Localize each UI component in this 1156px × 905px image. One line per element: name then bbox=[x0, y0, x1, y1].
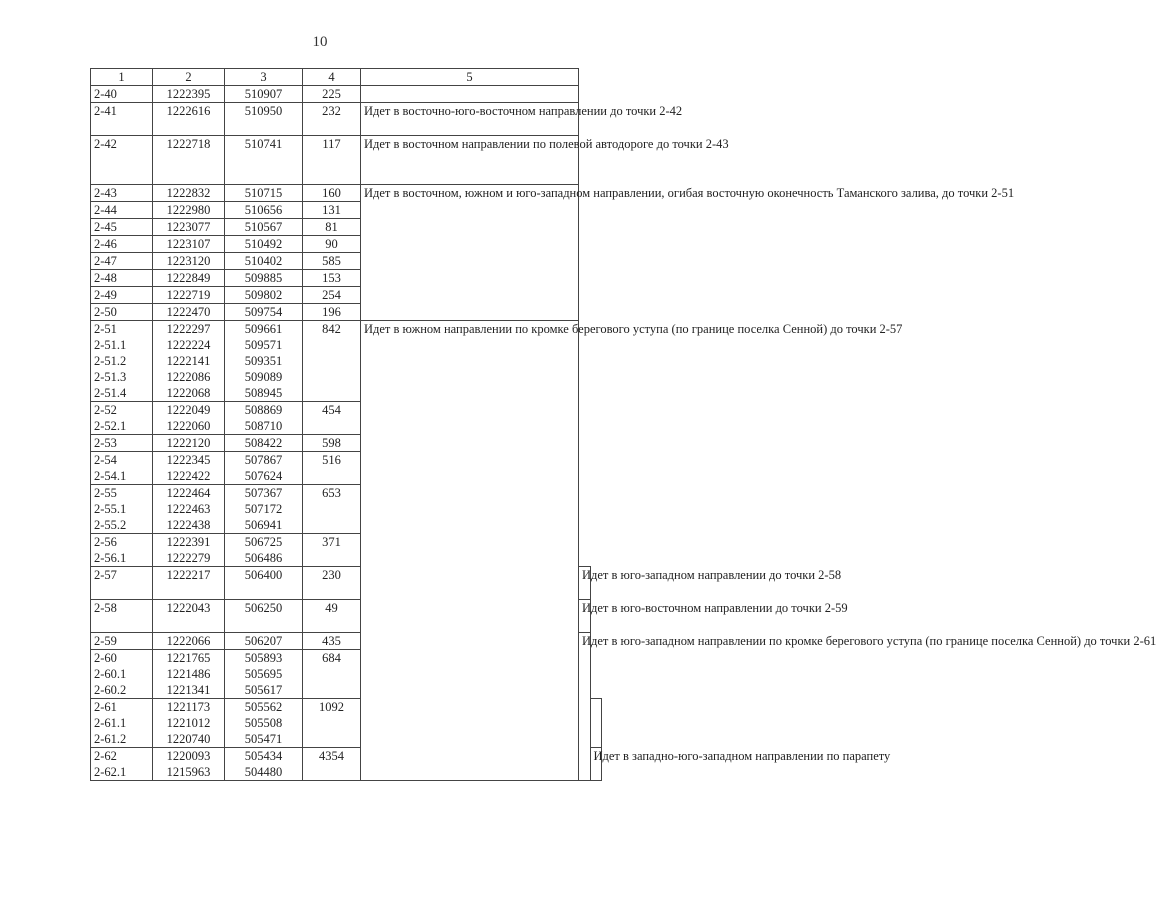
point-id-cell-value bbox=[94, 152, 149, 168]
x-coord-cell bbox=[153, 650, 225, 699]
y-coord-cell-value: 506941 bbox=[244, 518, 283, 532]
y-coord-cell-value: 505893 bbox=[244, 651, 283, 665]
point-id-cell-value: 2-62 bbox=[94, 749, 117, 763]
point-id-cell-value: 2-51.4 bbox=[94, 386, 127, 400]
point-id-cell-value: 2-61.2 bbox=[94, 732, 127, 746]
y-coord-cell-value: 508945 bbox=[244, 386, 283, 400]
point-id-cell-value: 2-41 bbox=[94, 104, 117, 118]
distance-cell: 232 bbox=[303, 103, 361, 136]
distance-cell: 196 bbox=[303, 304, 361, 321]
point-id-cell bbox=[91, 253, 153, 270]
x-coord-cell-value: 1222060 bbox=[166, 419, 211, 433]
table-row bbox=[91, 185, 602, 202]
point-id-cell bbox=[91, 567, 153, 600]
distance-cell: 454 bbox=[303, 402, 361, 435]
y-coord-cell-value: 509754 bbox=[244, 305, 283, 319]
distance-cell: 585 bbox=[303, 253, 361, 270]
distance-cell: 81 bbox=[303, 219, 361, 236]
description-cell: Идет в юго-восточном направлении до точки 2-59 bbox=[579, 600, 591, 633]
x-coord-cell-value: 1222043 bbox=[166, 601, 211, 615]
point-id-cell-value: 2-56 bbox=[94, 535, 117, 549]
point-id-cell-value: 2-45 bbox=[94, 220, 117, 234]
x-coord-cell-value: 1222141 bbox=[166, 354, 211, 368]
x-coord-cell bbox=[153, 534, 225, 567]
x-coord-cell bbox=[153, 435, 225, 452]
header-col-3: 3 bbox=[225, 69, 303, 86]
x-coord-cell-value bbox=[156, 152, 221, 168]
description-cell bbox=[361, 86, 579, 103]
y-coord-cell bbox=[225, 402, 303, 435]
x-coord-cell-value: 1222279 bbox=[166, 551, 211, 565]
x-coord-cell-value: 1222463 bbox=[166, 502, 211, 516]
table-header-row bbox=[91, 69, 602, 86]
y-coord-cell-value: 507867 bbox=[244, 453, 283, 467]
y-coord-cell-value: 506400 bbox=[244, 568, 283, 582]
y-coord-cell-value bbox=[228, 168, 299, 184]
point-id-cell bbox=[91, 136, 153, 185]
x-coord-cell-value: 1222217 bbox=[166, 568, 211, 582]
x-coord-cell-value: 1222395 bbox=[166, 87, 211, 101]
y-coord-cell-value: 505434 bbox=[244, 749, 283, 763]
table-row bbox=[91, 103, 602, 136]
x-coord-cell-value: 1220093 bbox=[166, 749, 211, 763]
y-coord-cell bbox=[225, 103, 303, 136]
y-coord-cell-value: 508710 bbox=[244, 419, 283, 433]
y-coord-cell-value: 505617 bbox=[244, 683, 283, 697]
x-coord-cell-value: 1222120 bbox=[166, 436, 211, 450]
x-coord-cell-value: 1223120 bbox=[166, 254, 211, 268]
point-id-cell-value: 2-55 bbox=[94, 486, 117, 500]
point-id-cell-value: 2-57 bbox=[94, 568, 117, 582]
y-coord-cell bbox=[225, 699, 303, 748]
point-id-cell bbox=[91, 435, 153, 452]
description-cell: Идет в восточно-юго-восточном направлении до точки 2-42 bbox=[361, 103, 579, 136]
y-coord-cell bbox=[225, 253, 303, 270]
x-coord-cell-value: 1222086 bbox=[166, 370, 211, 384]
point-id-cell bbox=[91, 534, 153, 567]
x-coord-cell bbox=[153, 633, 225, 650]
x-coord-cell-value: 1221486 bbox=[166, 667, 211, 681]
y-coord-cell-value bbox=[228, 583, 299, 599]
y-coord-cell bbox=[225, 633, 303, 650]
point-id-cell-value bbox=[94, 168, 149, 184]
x-coord-cell-value: 1221765 bbox=[166, 651, 211, 665]
y-coord-cell-value bbox=[228, 616, 299, 632]
distance-cell: 684 bbox=[303, 650, 361, 699]
y-coord-cell-value: 510492 bbox=[244, 237, 283, 251]
distance-cell: 435 bbox=[303, 633, 361, 650]
y-coord-cell-value bbox=[228, 152, 299, 168]
point-id-cell-value: 2-51.2 bbox=[94, 354, 127, 368]
distance-cell: 90 bbox=[303, 236, 361, 253]
x-coord-cell-value: 1222832 bbox=[166, 186, 211, 200]
point-id-cell-value: 2-51 bbox=[94, 322, 117, 336]
point-id-cell-value: 2-53 bbox=[94, 436, 117, 450]
x-coord-cell-value bbox=[156, 583, 221, 599]
page-number: 10 bbox=[312, 34, 328, 50]
point-id-cell-value: 2-59 bbox=[94, 634, 117, 648]
point-id-cell-value: 2-40 bbox=[94, 87, 117, 101]
x-coord-cell-value: 1222470 bbox=[166, 305, 211, 319]
point-id-cell bbox=[91, 633, 153, 650]
point-id-cell-value bbox=[94, 583, 149, 599]
y-coord-cell bbox=[225, 321, 303, 402]
description-cell: Идет в южном направлении по кромке берегового уступа (по границе поселка Сенной) до точки 2-57 bbox=[361, 321, 579, 781]
header-col-5: 5 bbox=[361, 69, 579, 86]
y-coord-cell bbox=[225, 304, 303, 321]
point-id-cell bbox=[91, 304, 153, 321]
description-cell bbox=[590, 699, 602, 748]
description-cell: Идет в восточном направлении по полевой автодороге до точки 2-43 bbox=[361, 136, 579, 185]
x-coord-cell bbox=[153, 402, 225, 435]
y-coord-cell-value: 509661 bbox=[244, 322, 283, 336]
point-id-cell bbox=[91, 600, 153, 633]
coordinates-table bbox=[90, 68, 1156, 781]
point-id-cell-value: 2-60.1 bbox=[94, 667, 127, 681]
y-coord-cell-value: 506250 bbox=[244, 601, 283, 615]
y-coord-cell bbox=[225, 86, 303, 103]
point-id-cell-value: 2-55.1 bbox=[94, 502, 127, 516]
distance-cell: 598 bbox=[303, 435, 361, 452]
x-coord-cell-value: 1222391 bbox=[166, 535, 211, 549]
y-coord-cell-value: 505471 bbox=[244, 732, 283, 746]
point-id-cell-value: 2-60.2 bbox=[94, 683, 127, 697]
y-coord-cell bbox=[225, 219, 303, 236]
y-coord-cell-value: 508422 bbox=[244, 436, 283, 450]
y-coord-cell-value: 505695 bbox=[244, 667, 283, 681]
y-coord-cell bbox=[225, 567, 303, 600]
x-coord-cell bbox=[153, 103, 225, 136]
distance-cell: 117 bbox=[303, 136, 361, 185]
y-coord-cell-value: 509571 bbox=[244, 338, 283, 352]
y-coord-cell bbox=[225, 236, 303, 253]
y-coord-cell-value: 510907 bbox=[244, 87, 283, 101]
x-coord-cell bbox=[153, 304, 225, 321]
x-coord-cell bbox=[153, 287, 225, 304]
x-coord-cell-value: 1222719 bbox=[166, 288, 211, 302]
point-id-cell bbox=[91, 103, 153, 136]
description-cell: Идет в западно-юго-западном направлении по парапету bbox=[590, 748, 602, 781]
x-coord-cell bbox=[153, 136, 225, 185]
y-coord-cell-value: 510715 bbox=[244, 186, 283, 200]
description-cell: Идет в юго-западном направлении до точки 2-58 bbox=[579, 567, 591, 600]
point-id-cell-value: 2-46 bbox=[94, 237, 117, 251]
distance-cell: 371 bbox=[303, 534, 361, 567]
y-coord-cell-value: 505508 bbox=[244, 716, 283, 730]
point-id-cell bbox=[91, 219, 153, 236]
x-coord-cell-value: 1222068 bbox=[166, 386, 211, 400]
point-id-cell-value: 2-61 bbox=[94, 700, 117, 714]
y-coord-cell bbox=[225, 452, 303, 485]
y-coord-cell bbox=[225, 287, 303, 304]
point-id-cell-value: 2-60 bbox=[94, 651, 117, 665]
y-coord-cell bbox=[225, 435, 303, 452]
point-id-cell-value: 2-47 bbox=[94, 254, 117, 268]
table-body bbox=[91, 86, 1156, 781]
y-coord-cell-value: 509885 bbox=[244, 271, 283, 285]
y-coord-cell bbox=[225, 270, 303, 287]
description-cell: Идет в юго-западном направлении по кромке берегового уступа (по границе поселка Сенной) до точки 2-61 bbox=[579, 633, 591, 781]
y-coord-cell bbox=[225, 485, 303, 534]
x-coord-cell-value: 1222980 bbox=[166, 203, 211, 217]
y-coord-cell-value: 507624 bbox=[244, 469, 283, 483]
x-coord-cell-value: 1222049 bbox=[166, 403, 211, 417]
y-coord-cell bbox=[225, 650, 303, 699]
y-coord-cell bbox=[225, 534, 303, 567]
x-coord-cell-value: 1223107 bbox=[166, 237, 211, 251]
y-coord-cell bbox=[225, 185, 303, 202]
point-id-cell-value: 2-50 bbox=[94, 305, 117, 319]
x-coord-cell-value bbox=[156, 168, 221, 184]
distance-cell: 230 bbox=[303, 567, 361, 600]
point-id-cell bbox=[91, 699, 153, 748]
distance-cell: 225 bbox=[303, 86, 361, 103]
x-coord-cell-value: 1222438 bbox=[166, 518, 211, 532]
y-coord-cell-value: 507367 bbox=[244, 486, 283, 500]
y-coord-cell-value: 509089 bbox=[244, 370, 283, 384]
distance-cell: 653 bbox=[303, 485, 361, 534]
point-id-cell-value: 2-58 bbox=[94, 601, 117, 615]
point-id-cell-value: 2-55.2 bbox=[94, 518, 127, 532]
x-coord-cell-value bbox=[156, 119, 221, 135]
x-coord-cell-value: 1222066 bbox=[166, 634, 211, 648]
point-id-cell-value: 2-51.3 bbox=[94, 370, 127, 384]
x-coord-cell-value: 1222718 bbox=[166, 137, 211, 151]
point-id-cell-value: 2-54.1 bbox=[94, 469, 127, 483]
x-coord-cell-value: 1221012 bbox=[166, 716, 211, 730]
table-row bbox=[91, 136, 602, 185]
x-coord-cell bbox=[153, 321, 225, 402]
point-id-cell-value bbox=[94, 616, 149, 632]
point-id-cell bbox=[91, 185, 153, 202]
x-coord-cell-value: 1222345 bbox=[166, 453, 211, 467]
header-col-4: 4 bbox=[303, 69, 361, 86]
x-coord-cell bbox=[153, 567, 225, 600]
point-id-cell-value: 2-43 bbox=[94, 186, 117, 200]
distance-cell: 131 bbox=[303, 202, 361, 219]
distance-cell: 49 bbox=[303, 600, 361, 633]
point-id-cell bbox=[91, 270, 153, 287]
header-col-2: 2 bbox=[153, 69, 225, 86]
point-id-cell bbox=[91, 321, 153, 402]
y-coord-cell-value: 509351 bbox=[244, 354, 283, 368]
y-coord-cell-value: 510567 bbox=[244, 220, 283, 234]
distance-cell: 842 bbox=[303, 321, 361, 402]
x-coord-cell-value bbox=[156, 616, 221, 632]
x-coord-cell-value: 1222422 bbox=[166, 469, 211, 483]
point-id-cell bbox=[91, 402, 153, 435]
y-coord-cell-value: 506207 bbox=[244, 634, 283, 648]
distance-cell: 160 bbox=[303, 185, 361, 202]
point-id-cell bbox=[91, 452, 153, 485]
x-coord-cell bbox=[153, 202, 225, 219]
point-id-cell-value: 2-61.1 bbox=[94, 716, 127, 730]
x-coord-cell-value: 1223077 bbox=[166, 220, 211, 234]
y-coord-cell-value: 509802 bbox=[244, 288, 283, 302]
x-coord-cell-value: 1222849 bbox=[166, 271, 211, 285]
point-id-cell-value: 2-42 bbox=[94, 137, 117, 151]
x-coord-cell bbox=[153, 185, 225, 202]
y-coord-cell-value bbox=[228, 119, 299, 135]
y-coord-cell bbox=[225, 748, 303, 781]
distance-cell: 516 bbox=[303, 452, 361, 485]
x-coord-cell bbox=[153, 270, 225, 287]
x-coord-cell-value: 1222224 bbox=[166, 338, 211, 352]
x-coord-cell bbox=[153, 236, 225, 253]
y-coord-cell-value: 508869 bbox=[244, 403, 283, 417]
x-coord-cell bbox=[153, 600, 225, 633]
x-coord-cell-value: 1221173 bbox=[166, 700, 211, 714]
point-id-cell bbox=[91, 86, 153, 103]
y-coord-cell-value: 510656 bbox=[244, 203, 283, 217]
point-id-cell bbox=[91, 287, 153, 304]
y-coord-cell-value: 510950 bbox=[244, 104, 283, 118]
point-id-cell-value: 2-48 bbox=[94, 271, 117, 285]
y-coord-cell-value: 506725 bbox=[244, 535, 283, 549]
point-id-cell bbox=[91, 748, 153, 781]
x-coord-cell bbox=[153, 86, 225, 103]
y-coord-cell-value: 506486 bbox=[244, 551, 283, 565]
distance-cell: 153 bbox=[303, 270, 361, 287]
point-id-cell-value: 2-44 bbox=[94, 203, 117, 217]
y-coord-cell bbox=[225, 136, 303, 185]
x-coord-cell-value: 1221341 bbox=[166, 683, 211, 697]
point-id-cell-value: 2-52 bbox=[94, 403, 117, 417]
distance-cell: 4354 bbox=[303, 748, 361, 781]
distance-cell: 1092 bbox=[303, 699, 361, 748]
y-coord-cell-value: 510741 bbox=[244, 137, 283, 151]
y-coord-cell-value: 504480 bbox=[244, 765, 283, 779]
x-coord-cell bbox=[153, 219, 225, 236]
point-id-cell-value: 2-52.1 bbox=[94, 419, 127, 433]
x-coord-cell-value: 1220740 bbox=[166, 732, 211, 746]
header-col-1: 1 bbox=[91, 69, 153, 86]
x-coord-cell-value: 1222616 bbox=[166, 104, 211, 118]
y-coord-cell-value: 505562 bbox=[244, 700, 283, 714]
table-row bbox=[91, 321, 602, 402]
x-coord-cell-value: 1222297 bbox=[166, 322, 211, 336]
x-coord-cell-value: 1215963 bbox=[166, 765, 211, 779]
point-id-cell-value: 2-51.1 bbox=[94, 338, 127, 352]
point-id-cell bbox=[91, 202, 153, 219]
x-coord-cell-value: 1222464 bbox=[166, 486, 211, 500]
x-coord-cell bbox=[153, 748, 225, 781]
point-id-cell bbox=[91, 650, 153, 699]
point-id-cell-value: 2-62.1 bbox=[94, 765, 127, 779]
y-coord-cell-value: 507172 bbox=[244, 502, 283, 516]
y-coord-cell bbox=[225, 202, 303, 219]
point-id-cell-value: 2-54 bbox=[94, 453, 117, 467]
point-id-cell-value bbox=[94, 119, 149, 135]
table-row bbox=[91, 86, 602, 103]
x-coord-cell bbox=[153, 253, 225, 270]
point-id-cell-value: 2-56.1 bbox=[94, 551, 127, 565]
point-id-cell-value: 2-49 bbox=[94, 288, 117, 302]
point-id-cell bbox=[91, 236, 153, 253]
y-coord-cell-value: 510402 bbox=[244, 254, 283, 268]
distance-cell: 254 bbox=[303, 287, 361, 304]
y-coord-cell bbox=[225, 600, 303, 633]
x-coord-cell bbox=[153, 485, 225, 534]
point-id-cell bbox=[91, 485, 153, 534]
description-cell: Идет в восточном, южном и юго-западном направлении, огибая восточную оконечность Таманского залива, до точки 2-51 bbox=[361, 185, 579, 321]
x-coord-cell bbox=[153, 452, 225, 485]
x-coord-cell bbox=[153, 699, 225, 748]
